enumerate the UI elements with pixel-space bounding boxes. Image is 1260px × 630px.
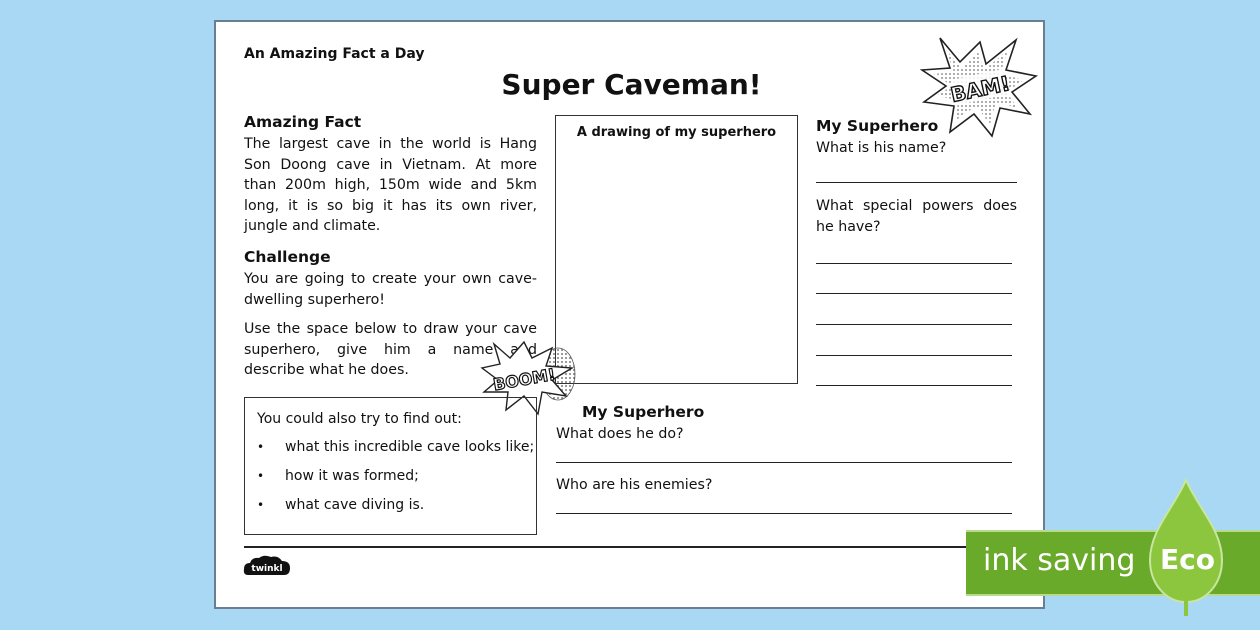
twinkl-logo-icon	[242, 553, 292, 581]
ink-saving-label: ink saving	[983, 543, 1136, 578]
boom-text: BOOM!	[491, 364, 557, 395]
drawing-caption: A drawing of my superhero	[576, 125, 777, 140]
worksheet-subtitle: An Amazing Fact a Day	[244, 46, 425, 62]
bam-text: BAM!	[948, 71, 1012, 107]
right-question-powers: What special powers does he have?	[816, 198, 1017, 235]
right-question-name: What is his name?	[816, 140, 947, 156]
footer-divider	[244, 546, 1028, 548]
answer-line-enemies[interactable]	[556, 513, 1012, 514]
answer-line-name[interactable]	[816, 182, 1017, 183]
answer-line-powers-3[interactable]	[816, 324, 1012, 325]
bottom-question-enemies: Who are his enemies?	[556, 477, 713, 493]
challenge-heading: Challenge	[244, 248, 331, 266]
answer-line-powers-2[interactable]	[816, 293, 1012, 294]
eco-label: Eco	[1160, 543, 1215, 576]
worksheet	[214, 20, 1045, 609]
answer-line-powers-1[interactable]	[816, 263, 1012, 264]
find-out-box	[244, 397, 537, 535]
drawing-box[interactable]	[555, 115, 798, 384]
list-item: • what this incredible cave looks like;	[257, 433, 536, 462]
bottom-superhero-heading: My Superhero	[582, 403, 705, 421]
answer-line-powers-4[interactable]	[816, 355, 1012, 356]
right-superhero-heading: My Superhero	[816, 117, 939, 135]
list-item: • how it was formed;	[257, 462, 536, 491]
challenge-text-2: Use the space below to draw your cave superhero, give him a name and describe what he does.	[244, 321, 537, 378]
bottom-question-does: What does he do?	[556, 426, 684, 442]
twinkl-logo-text: twinkl	[251, 564, 283, 574]
find-out-intro: You could also try to find out:	[257, 411, 462, 427]
answer-line-powers-5[interactable]	[816, 385, 1012, 386]
answer-line-does[interactable]	[556, 462, 1012, 463]
list-item: • what cave diving is.	[257, 491, 536, 520]
worksheet-title: Super Caveman!	[501, 68, 762, 101]
fact-text: The largest cave in the world is Hang Son Doong cave in Vietnam. At more than 200m high, 150m wide and 5km long, it is so big it has its own river, jungle and climate.	[244, 136, 537, 234]
fact-heading: Amazing Fact	[244, 113, 362, 131]
challenge-text-1: You are going to create your own cave-dwelling superhero!	[244, 271, 537, 308]
find-out-list	[257, 433, 536, 520]
